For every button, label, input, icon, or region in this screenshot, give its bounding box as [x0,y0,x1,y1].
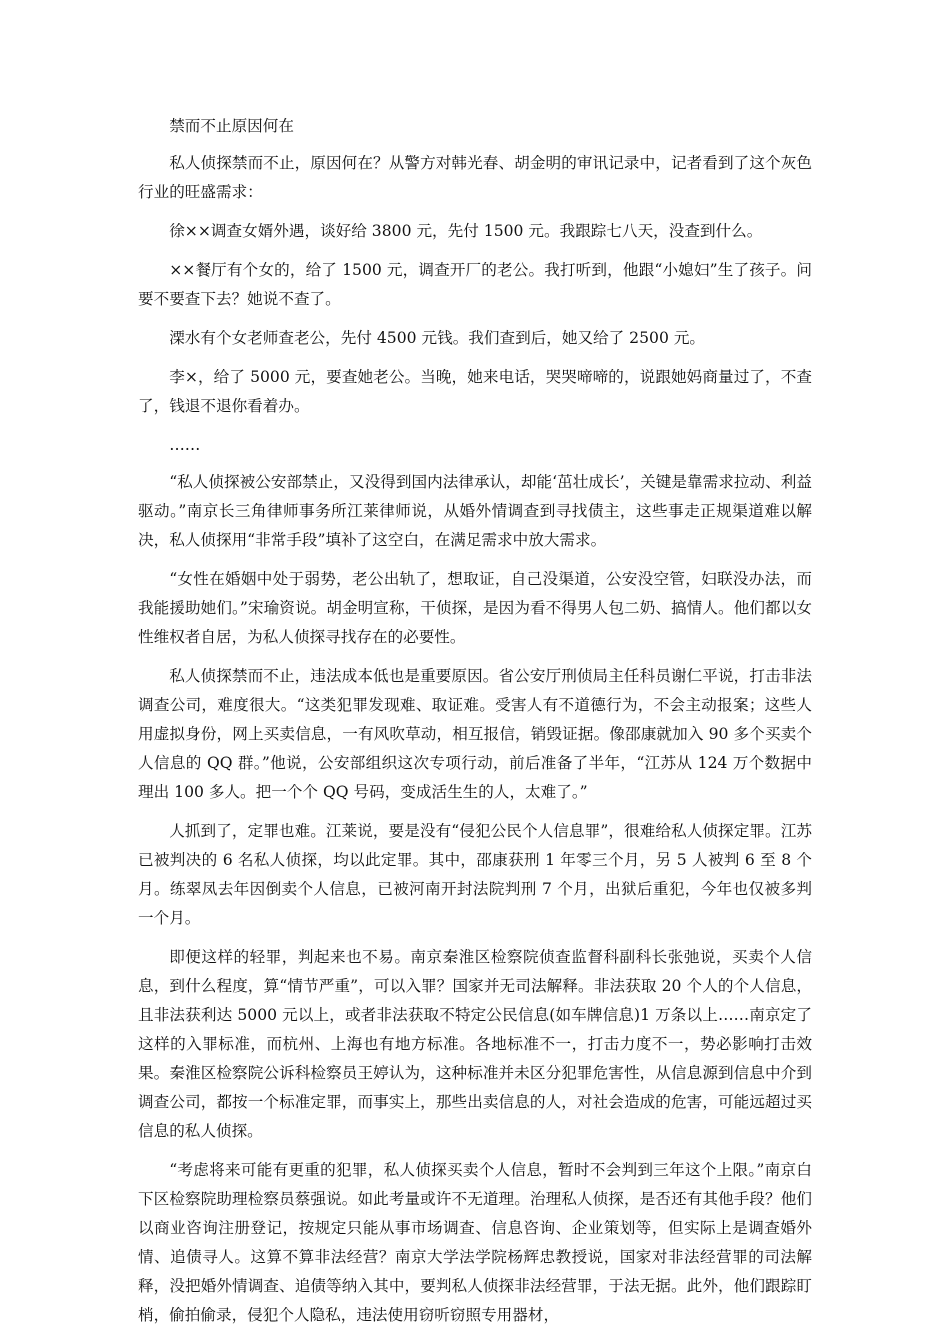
paragraph: ××餐厅有个女的，给了 1500 元，调查开厂的老公。我打听到，他跟“小媳妇”生了孩子。问要不要查下去？她说不查了。 [138,261,812,308]
paragraph: “私人侦探被公安部禁止，又没得到国内法律承认，却能‘茁壮成长’，关键是靠需求拉动、利益驱动。”南京长三角律师事务所江莱律师说，从婚外情调查到寻找债主，这些事走正规渠道难以解决，私人侦探用“非常手段”填补了这空白，在满足需求中放大需求。 [138,473,812,549]
paragraph: 徐××调查女婿外遇，谈好给 3800 元，先付 1500 元。我跟踪七八天，没查到什么。 [169,222,763,240]
section-heading: 禁而不止原因何在 [169,117,294,135]
ellipsis-paragraph: …… [169,436,201,454]
paragraph: 私人侦探禁而不止，违法成本低也是重要原因。省公安厅刑侦局主任科员谢仁平说，打击非法调查公司，难度很大。“这类犯罪发现难、取证难。受害人有不道德行为，不会主动报案；这些人用虚拟身份，网上买卖信息，一有风吹草动，相互报信，销毁证据。像邵康就加入 90 多个买卖个人信息的 QQ 群。”他说，公安部组织这次专项行动，前后准备了半年，“江苏从 124 万个数据中理出 100 多人。把一个个 QQ 号码，变成活生生的人，太难了。” [138,667,812,801]
paragraph: “女性在婚姻中处于弱势，老公出轨了，想取证，自己没渠道，公安没空管，妇联没办法，而我能援助她们。”宋瑜资说。胡金明宣称，干侦探，是因为看不得男人包二奶、搞情人。他们都以女性维权者自居，为私人侦探寻找存在的必要性。 [138,570,812,646]
paragraph: 人抓到了，定罪也难。江莱说，要是没有“侵犯公民个人信息罪”，很难给私人侦探定罪。江苏已被判决的 6 名私人侦探，均以此定罪。其中，邵康获刑 1 年零三个月，另 5 人被判 6 至 8 个月。练翠凤去年因倒卖个人信息，已被河南开封法院判刑 7 个月，出狱后重犯，今年也仅被多判一个月。 [138,822,812,927]
document-page [138,112,812,1340]
paragraph: 溧水有个女老师查老公，先付 4500 元钱。我们查到后，她又给了 2500 元。 [169,329,706,347]
paragraph: “考虑将来可能有更重的犯罪，私人侦探买卖个人信息，暂时不会判到三年这个上限。”南京白下区检察院助理检察员蔡强说。如此考量或许不无道理。治理私人侦探，是否还有其他手段？他们以商业咨询注册登记，按规定只能从事市场调查、信息咨询、企业策划等，但实际上是调查婚外情、追债寻人。这算不算非法经营？南京大学法学院杨辉忠教授说，国家对非法经营罪的司法解释，没把婚外情调查、追债等纳入其中，要判私人侦探非法经营罪，于法无据。此外，他们跟踪盯梢，偷拍偷录，侵犯个人隐私，违法使用窃听窃照专用器材， [138,1161,812,1324]
paragraph: 私人侦探禁而不止，原因何在？从警方对韩光春、胡金明的审讯记录中，记者看到了这个灰色行业的旺盛需求： [138,154,812,201]
paragraph: 即便这样的轻罪，判起来也不易。南京秦淮区检察院侦查监督科副科长张弛说，买卖个人信息，到什么程度，算“情节严重”，可以入罪？国家并无司法解释。非法获取 20 个人的个人信息，且非法获利达 5000 元以上，或者非法获取不特定公民信息(如车牌信息)1 万条以上……南京定了这样的入罪标准，而杭州、上海也有地方标准。各地标准不一，打击力度不一，势必影响打击效果。秦淮区检察院公诉科检察员王婷认为，这种标准并未区分犯罪危害性，从信息源到信息中介到调查公司，都按一个标准定罪，而事实上，那些出卖信息的人，对社会造成的危害，可能远超过买信息的私人侦探。 [138,948,812,1140]
paragraph: 李×，给了 5000 元，要查她老公。当晚，她来电话，哭哭啼啼的，说跟她妈商量过了，不查了，钱退不退你看着办。 [138,368,812,415]
